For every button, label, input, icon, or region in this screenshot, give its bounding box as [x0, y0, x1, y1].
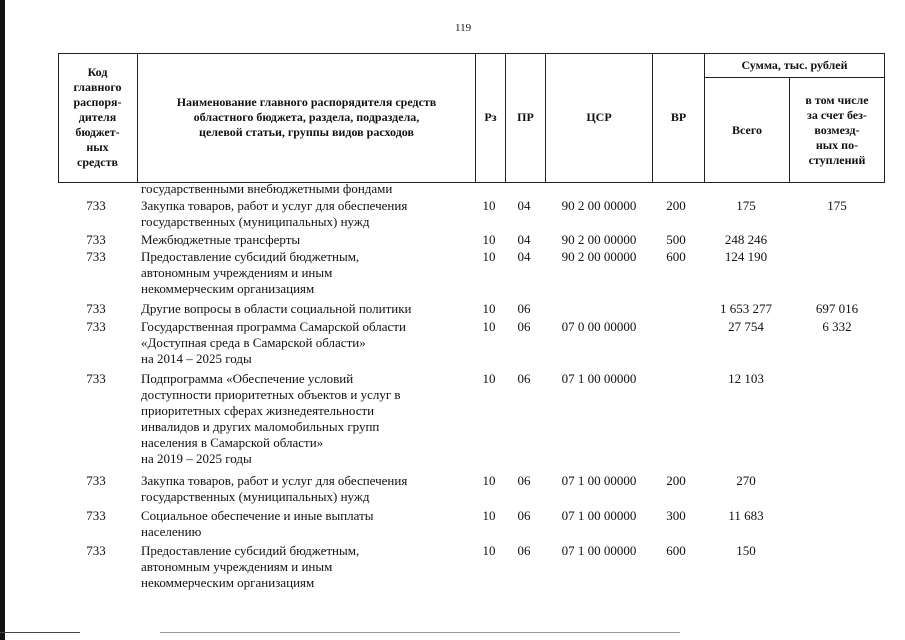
- cell-name: Социальное обеспечение и иные выплаты населению: [141, 508, 374, 539]
- cell-pr: 04: [517, 232, 531, 247]
- cell-name: Предоставление субсидий бюджетным, автономным учреждениям и иным некоммерческим организациям: [141, 543, 360, 590]
- scan-edge: [0, 0, 5, 640]
- cell-bezvozm: 697 016: [815, 301, 859, 316]
- cell-vr: 200: [666, 473, 686, 488]
- cell-name: Подпрограмма «Обеспечение условий доступности приоритетных объектов и услуг в приоритетных сферах жизнедеятельности инвалидов и других маломобильных групп населения в Самарской области» на 2019 – 2025 годы: [141, 371, 401, 466]
- cell-total: 124 190: [724, 249, 768, 264]
- scan-bottom-artifact: [160, 632, 680, 633]
- cell-pr: 06: [517, 319, 531, 334]
- cell-name: Закупка товаров, работ и услуг для обеспечения государственных (муниципальных) нужд: [141, 473, 408, 504]
- cell-total: 150: [736, 543, 756, 558]
- header-vr: ВР: [670, 110, 687, 124]
- header-total: Всего: [732, 122, 762, 137]
- cell-code: 733: [86, 249, 106, 264]
- header-name: Наименование главного распорядителя средств областного бюджета, раздела, подраздела, целевой статьи, группы видов расходов: [176, 95, 437, 139]
- cell-total: 27 754: [728, 319, 764, 334]
- cell-total: 248 246: [724, 232, 768, 247]
- cell-total: 270: [736, 473, 756, 488]
- table-header: [58, 53, 885, 183]
- cell-name: Закупка товаров, работ и услуг для обеспечения государственных (муниципальных) нужд: [141, 198, 408, 229]
- cell-name: Другие вопросы в области социальной политики: [141, 301, 412, 316]
- cell-vr: 300: [666, 508, 686, 523]
- cell-vr: 600: [666, 249, 686, 264]
- cell-bezvozm: 6 332: [822, 319, 852, 334]
- cell-rz: 10: [482, 319, 496, 334]
- cell-code: 733: [86, 543, 106, 558]
- cell-code: 733: [86, 473, 106, 488]
- cell-csr: 90 2 00 00000: [561, 232, 637, 247]
- cell-name: Межбюджетные трансферты: [141, 232, 301, 247]
- header-sum: Сумма, тыс. рублей: [741, 57, 848, 72]
- cell-code: 733: [86, 319, 106, 334]
- cell-code: 733: [86, 198, 106, 213]
- cell-vr: 200: [666, 198, 686, 213]
- cell-rz: 10: [482, 473, 496, 488]
- cell-name: государственными внебюджетными фондами: [141, 181, 393, 196]
- cell-code: 733: [86, 371, 106, 386]
- cell-code: 733: [86, 508, 106, 523]
- cell-csr: 07 1 00 00000: [561, 473, 637, 488]
- cell-code: 733: [86, 301, 106, 316]
- cell-pr: 06: [517, 508, 531, 523]
- cell-bezvozm: 175: [827, 198, 847, 213]
- header-rz: Рз: [484, 110, 497, 124]
- cell-vr: 500: [666, 232, 686, 247]
- cell-rz: 10: [482, 508, 496, 523]
- cell-pr: 06: [517, 301, 531, 316]
- cell-code: 733: [86, 232, 106, 247]
- cell-total: 1 653 277: [720, 301, 772, 316]
- scan-bottom-artifact: [0, 632, 80, 633]
- cell-pr: 06: [517, 473, 531, 488]
- cell-rz: 10: [482, 198, 496, 213]
- cell-rz: 10: [482, 232, 496, 247]
- cell-total: 175: [736, 198, 756, 213]
- cell-pr: 06: [517, 371, 531, 386]
- cell-rz: 10: [482, 301, 496, 316]
- cell-csr: 90 2 00 00000: [561, 249, 637, 264]
- cell-csr: 07 0 00 00000: [561, 319, 637, 334]
- cell-csr: 07 1 00 00000: [561, 371, 637, 386]
- cell-pr: 06: [517, 543, 531, 558]
- cell-total: 12 103: [728, 371, 764, 386]
- cell-rz: 10: [482, 543, 496, 558]
- header-pr: ПР: [517, 110, 534, 124]
- cell-vr: 600: [666, 543, 686, 558]
- header-code: Код главного распоря- дителя бюджет- ных средств: [73, 65, 122, 169]
- cell-name: Государственная программа Самарской области «Доступная среда в Самарской области» на 2014 – 2025 годы: [141, 319, 406, 366]
- cell-name: Предоставление субсидий бюджетным, автономным учреждениям и иным некоммерческим организациям: [141, 249, 360, 296]
- cell-csr: 07 1 00 00000: [561, 543, 637, 558]
- cell-pr: 04: [517, 249, 531, 264]
- cell-rz: 10: [482, 371, 496, 386]
- cell-total: 11 683: [728, 508, 764, 523]
- page-number: 119: [455, 22, 472, 34]
- header-bezvozm: в том числе за счет без- возмезд- ных по- ступлений: [805, 92, 869, 167]
- cell-csr: 07 1 00 00000: [561, 508, 637, 523]
- cell-csr: 90 2 00 00000: [561, 198, 637, 213]
- cell-rz: 10: [482, 249, 496, 264]
- header-csr: ЦСР: [586, 110, 612, 124]
- cell-pr: 04: [517, 198, 531, 213]
